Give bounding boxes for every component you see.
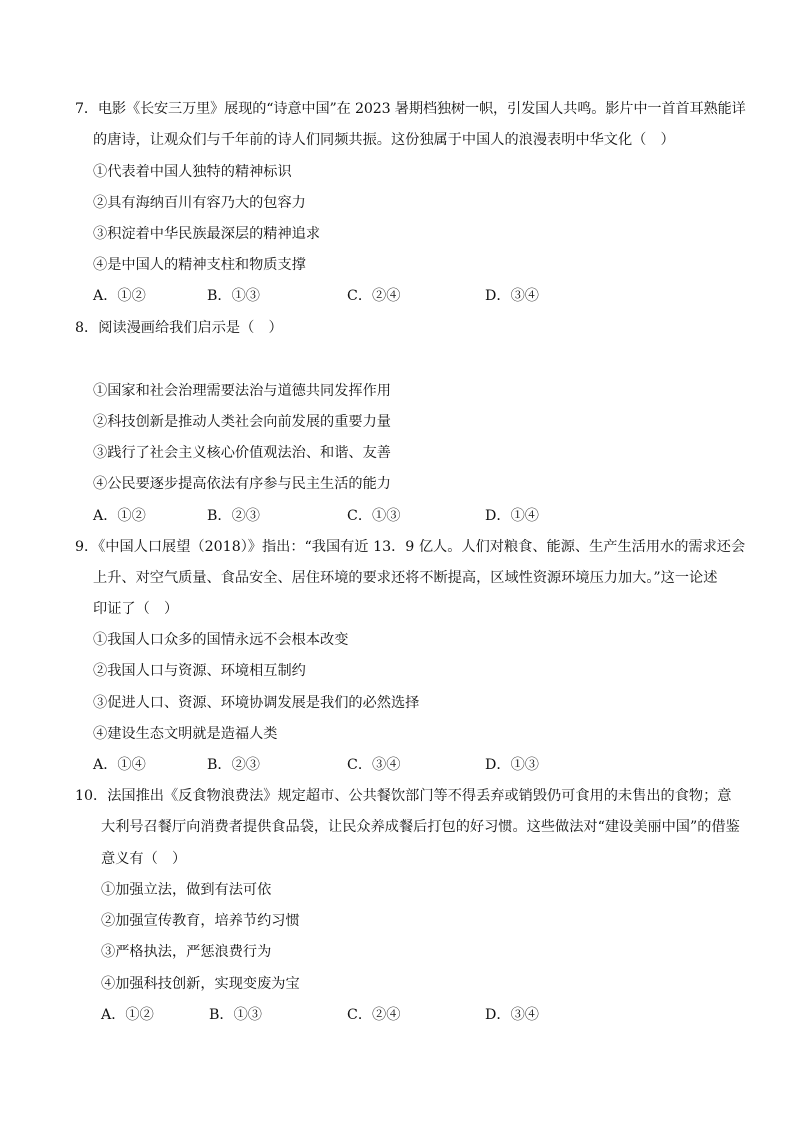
q7-answer-a: A．①② bbox=[93, 288, 146, 304]
q7-answer-d: D．③④ bbox=[485, 288, 539, 304]
q9-stem-line-1: 9．《中国人口展望（2018）》指出：“我国有近 13．9 亿人。人们对粮食、能源、生产生活用水的需求还会 bbox=[75, 539, 746, 555]
q7-stem-line-2: 的唐诗，让观众们与千年前的诗人们同频共振。这份独属于中国人的浪漫表明中华文化（ ） bbox=[93, 132, 675, 148]
q9-option-4: ④建设生态文明就是造福人类 bbox=[93, 726, 278, 742]
q7-option-3: ③积淀着中华民族最深层的精神追求 bbox=[93, 226, 321, 242]
q10-stem-line-3: 意义有（ ） bbox=[101, 851, 187, 867]
q10-option-3: ③严格执法，严惩浪费行为 bbox=[101, 944, 272, 960]
q8-option-3: ③践行了社会主义核心价值观法治、和谐、友善 bbox=[93, 445, 391, 461]
q9-answer-c: C．③④ bbox=[347, 757, 401, 773]
q9-stem-line-3: 印证了（ ） bbox=[93, 601, 179, 617]
q8-stem-line-1: 8．阅读漫画给我们启示是（ ） bbox=[75, 320, 283, 336]
q8-answer-c: C．①③ bbox=[347, 508, 401, 524]
q10-stem-line-1: 10．法国推出《反食物浪费法》规定超市、公共餐饮部门等不得丢弃或销毁仍可食用的未售出的食物；意 bbox=[75, 788, 732, 804]
q10-answer-b: B．①③ bbox=[209, 1007, 262, 1023]
q7-answer-b: B．①③ bbox=[207, 288, 260, 304]
q10-stem-line-2: 大利号召餐厅向消费者提供食品袋，让民众养成餐后打包的好习惯。这些做法对“建设美丽中国”的借鉴 bbox=[101, 819, 740, 835]
q7-option-4: ④是中国人的精神支柱和物质支撑 bbox=[93, 257, 306, 273]
q8-option-1: ①国家和社会治理需要法治与道德共同发挥作用 bbox=[93, 383, 391, 399]
q10-option-2: ②加强宣传教育，培养节约习惯 bbox=[101, 913, 300, 929]
q10-option-4: ④加强科技创新，实现变废为宝 bbox=[101, 976, 300, 992]
q9-option-2: ②我国人口与资源、环境相互制约 bbox=[93, 663, 306, 679]
q9-option-3: ③促进人口、资源、环境协调发展是我们的必然选择 bbox=[93, 695, 420, 711]
q8-answer-a: A．①② bbox=[93, 508, 146, 524]
q10-answer-d: D．③④ bbox=[485, 1007, 539, 1023]
q10-option-1: ①加强立法，做到有法可依 bbox=[101, 882, 272, 898]
q10-answer-c: C．②④ bbox=[347, 1007, 401, 1023]
q7-answer-c: C．②④ bbox=[347, 288, 401, 304]
q10-answer-a: A．①② bbox=[101, 1007, 154, 1023]
q8-answer-d: D．①④ bbox=[485, 508, 539, 524]
q9-answer-d: D．①③ bbox=[485, 757, 539, 773]
q8-option-2: ②科技创新是推动人类社会向前发展的重要力量 bbox=[93, 414, 391, 430]
q9-answer-a: A．①④ bbox=[93, 757, 146, 773]
q7-option-2: ②具有海纳百川有容乃大的包容力 bbox=[93, 195, 306, 211]
q7-stem-line-1: 7．电影《长安三万里》展现的“诗意中国”在 2023 暑期档独树一帜，引发国人共鸣。影片中一首首耳熟能详 bbox=[75, 101, 746, 117]
q8-option-4: ④公民要逐步提高依法有序参与民主生活的能力 bbox=[93, 476, 391, 492]
q8-answer-b: B．②③ bbox=[207, 508, 260, 524]
q9-answer-b: B．②③ bbox=[207, 757, 260, 773]
q9-stem-line-2: 上升、对空气质量、食品安全、居住环境的要求还将不断提高，区域性资源环境压力加大。”这一论述 bbox=[93, 570, 718, 586]
q9-option-1: ①我国人口众多的国情永远不会根本改变 bbox=[93, 632, 349, 648]
q7-option-1: ①代表着中国人独特的精神标识 bbox=[93, 164, 292, 180]
